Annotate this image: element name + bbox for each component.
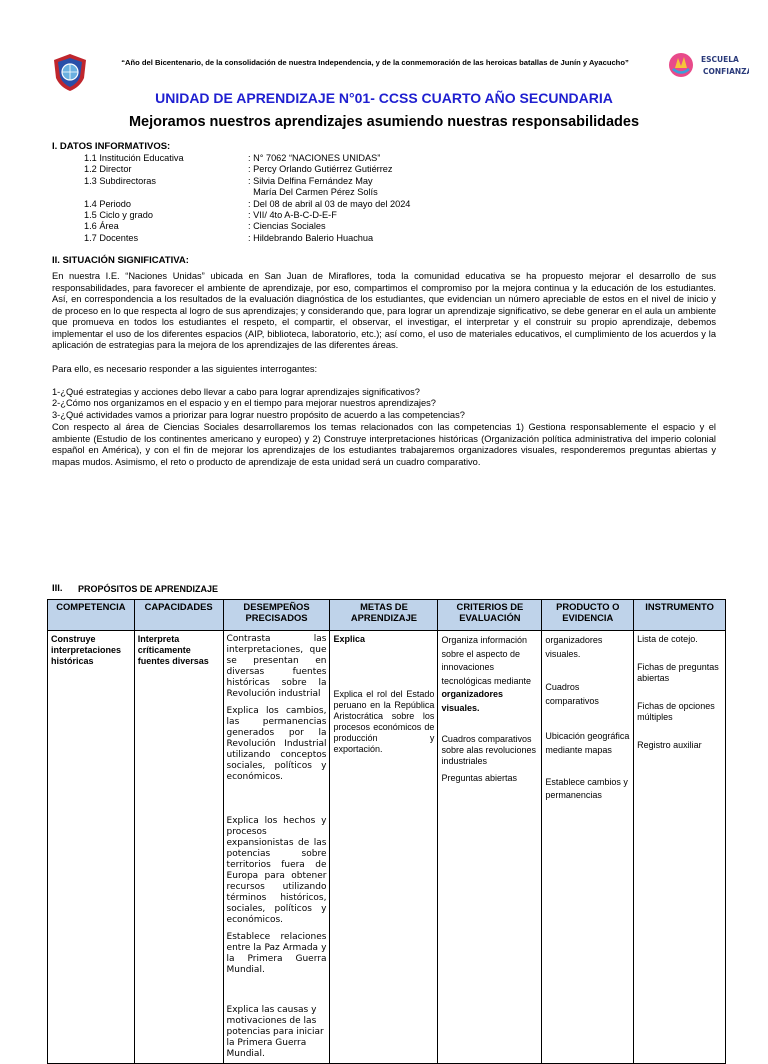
info-row xyxy=(84,176,410,187)
info-value: : Ciencias Sociales xyxy=(248,221,326,232)
un-emblem-logo xyxy=(50,52,90,92)
instrumento-item: Fichas de preguntas abiertas xyxy=(637,662,719,683)
competencias-paragraph: Con respecto al área de Ciencias Sociales desarrollaremos los temas relacionados con las competencias 1) Gestiona responsablemente el espacio y el ambiente (Estudio de los continentes americano y europeo) y 2) Construye interpretaciones históricas (Organización política administrativa del imperio colonial español en América), y con el fin de mejorar los aprendizajes de los estudiantes trabajaremos organizadores visuales, responderemos preguntas abiertas y mapas mudos. Asimismo, el reto o producto de aprendizaje de esta unidad será un cuadro comparativo. xyxy=(52,422,716,467)
cell-capacidades: Interpreta críticamente fuentes diversas xyxy=(134,631,223,1064)
info-key: 1.6 Área xyxy=(84,221,119,232)
info-row xyxy=(84,153,410,164)
info-key: 1.3 Subdirectoras xyxy=(84,175,157,186)
info-value: María Del Carmen Pérez Solís xyxy=(248,187,378,198)
cell-metas xyxy=(330,631,438,1064)
col-header-producto: PRODUCTO O EVIDENCIA xyxy=(542,600,634,631)
main-title: Mejoramos nuestros aprendizajes asumiendo nuestras responsabilidades xyxy=(128,114,640,130)
cell-producto xyxy=(542,631,634,1064)
info-row xyxy=(84,221,410,232)
producto-item: Ubicación geográfica mediante mapas xyxy=(545,731,630,755)
situacion-paragraph: En nuestra I.E. “Naciones Unidas” ubicada en San Juan de Miraflores, toda la comunidad educativa se ha propuesto mejorar el desarrollo de sus responsabilidades, para favorecer el ambiente de aprendizaje, por eso, compartimos el compromiso por la mejora continua y la educación de los estudiantes. Así, en correspondencia a los resultados de la evaluación diagnóstica de los estudiantes, que evidencian un número apreciable de estos en el nivel de inicio y de proceso en lo que respecta al logro de sus aprendizajes; y considerando que, para lograr un aprendizaje significativo, se debe generar en el aula un ambiente que promueva en todos los estudiantes el respeto, el compartir, el observar, el investigar, el interpretar y el construir su propio aprendizaje, debemos implementar el uso de los diferentes espacios (AIP, biblioteca, laboratorio, etc.); así como, el uso de materiales educativos, el cumplimiento de los acuerdos y la aplicación de estrategias para la mejora de los aprendizajes de las diferentes áreas. xyxy=(52,271,716,350)
info-value: : VII/ 4to A-B-C-D-E-F xyxy=(248,210,337,221)
svg-text:ESCUELA: ESCUELA xyxy=(701,55,739,64)
col-header-desempenos: DESEMPEÑOS PRECISADOS xyxy=(223,600,330,631)
question-3: 3-¿Qué actividades vamos a priorizar para lograr nuestro propósito de acuerdo a las competencias? xyxy=(52,409,465,420)
desempeno-item: Explica las causas y motivaciones de las potencias para iniciar la Primera Guerra Mundial. xyxy=(226,1005,324,1059)
info-key: 1.4 Periodo xyxy=(84,198,131,209)
info-value: : Silvia Delfina Fernández May xyxy=(248,175,373,186)
cell-desempenos xyxy=(223,631,330,1064)
info-value: : Del 08 de abril al 03 de mayo del 2024 xyxy=(248,198,411,209)
svg-text:CONFIANZA: CONFIANZA xyxy=(703,67,749,76)
col-header-competencia: COMPETENCIA xyxy=(48,600,135,631)
table-row xyxy=(48,631,726,1064)
escuela-confianza-logo xyxy=(667,50,749,80)
section-2-heading: II. SITUACIÓN SIGNIFICATIVA: xyxy=(52,255,189,266)
cell-instrumento xyxy=(634,631,726,1064)
info-value: : Hildebrando Balerio Huachua xyxy=(248,232,374,243)
cell-criterios xyxy=(438,631,542,1064)
section-1-heading: I. DATOS INFORMATIVOS: xyxy=(52,141,171,152)
info-row xyxy=(84,233,410,244)
producto-item: Cuadros comparativos xyxy=(545,682,599,706)
info-key xyxy=(84,187,248,198)
col-header-capacidades: CAPACIDADES xyxy=(134,600,223,631)
metas-body: Explica el rol del Estado peruano en la República Aristocrática sobre los procesos económicos de producción y exportación. xyxy=(333,689,435,754)
instrumento-item: Registro auxiliar xyxy=(637,740,702,750)
section-3-number: III. xyxy=(52,583,63,594)
info-row xyxy=(84,164,410,175)
table-header-row xyxy=(48,600,726,631)
col-header-instrumento: INSTRUMENTO xyxy=(634,600,726,631)
info-key: 1.2 Director xyxy=(84,164,132,175)
datos-informativos xyxy=(84,153,410,244)
instrumento-item: Lista de cotejo. xyxy=(637,634,698,644)
section-3-heading: PROPÓSITOS DE APRENDIZAJE xyxy=(78,584,219,594)
info-value: : Percy Orlando Gutiérrez Gutiérrez xyxy=(248,164,393,175)
desempeno-item: Explica los hechos y procesos expansionistas de las potencias sobre territorios fuera de Europa para obtener recursos utilizando términos históricos, sociales, políticos y económicos. xyxy=(226,816,327,925)
criterio-2: Cuadros comparativos sobre alas revoluciones industriales xyxy=(441,733,536,766)
info-key: 1.5 Ciclo y grado xyxy=(84,210,153,221)
desempeno-item: Contrasta las interpretaciones, que se presentan en diversas fuentes históricas sobre la Revolución industrial xyxy=(226,634,327,699)
col-header-criterios: CRITERIOS DE EVALUACIÓN xyxy=(438,600,542,631)
year-line: “Año del Bicentenario, de la consolidación de nuestra Independencia, y de la conmemoración de las heroicas batallas de Junín y Ayacucho” xyxy=(121,58,629,67)
propositos-table xyxy=(47,599,726,1064)
criterio-1-bold: organizadores visuales. xyxy=(441,689,503,713)
cell-competencia: Construye interpretaciones históricas xyxy=(48,631,135,1064)
questions xyxy=(52,387,716,421)
unit-title: UNIDAD DE APRENDIZAJE N°01- CCSS CUARTO AÑO SECUNDARIA xyxy=(155,90,613,106)
instrumento-item: Fichas de opciones múltiples xyxy=(637,701,715,722)
criterio-1: Organiza información sobre el aspecto de innovaciones tecnológicas mediante xyxy=(441,635,531,686)
col-header-metas: METAS DE APRENDIZAJE xyxy=(330,600,438,631)
metas-head: Explica xyxy=(333,634,366,644)
criterio-3: Preguntas abiertas xyxy=(441,772,517,783)
producto-item: Establece cambios y permanencias xyxy=(545,776,628,801)
producto-item: organizadores visuales. xyxy=(545,635,603,659)
info-key: 1.1 Institución Educativa xyxy=(84,153,184,163)
info-row xyxy=(84,210,410,221)
info-row xyxy=(84,199,410,210)
info-row xyxy=(84,187,410,198)
desempeno-item: Establece relaciones entre la Paz Armada y la Primera Guerra Mundial. xyxy=(226,932,327,975)
desempeno-item: Explica los cambios, las permanencias generados por la Revolución Industrial utilizando conceptos sociales, políticos y económicos. xyxy=(226,706,327,782)
info-key: 1.7 Docentes xyxy=(84,232,139,243)
info-value: : N° 7062 “NACIONES UNIDAS” xyxy=(248,153,381,163)
question-2: 2-¿Cómo nos organizamos en el espacio y en el tiempo para mejorar nuestros aprendizajes? xyxy=(52,398,436,409)
interrogantes-intro: Para ello, es necesario responder a las siguientes interrogantes: xyxy=(52,364,318,374)
question-1: 1-¿Qué estrategias y acciones debo llevar a cabo para lograr aprendizajes significativos? xyxy=(52,387,420,397)
